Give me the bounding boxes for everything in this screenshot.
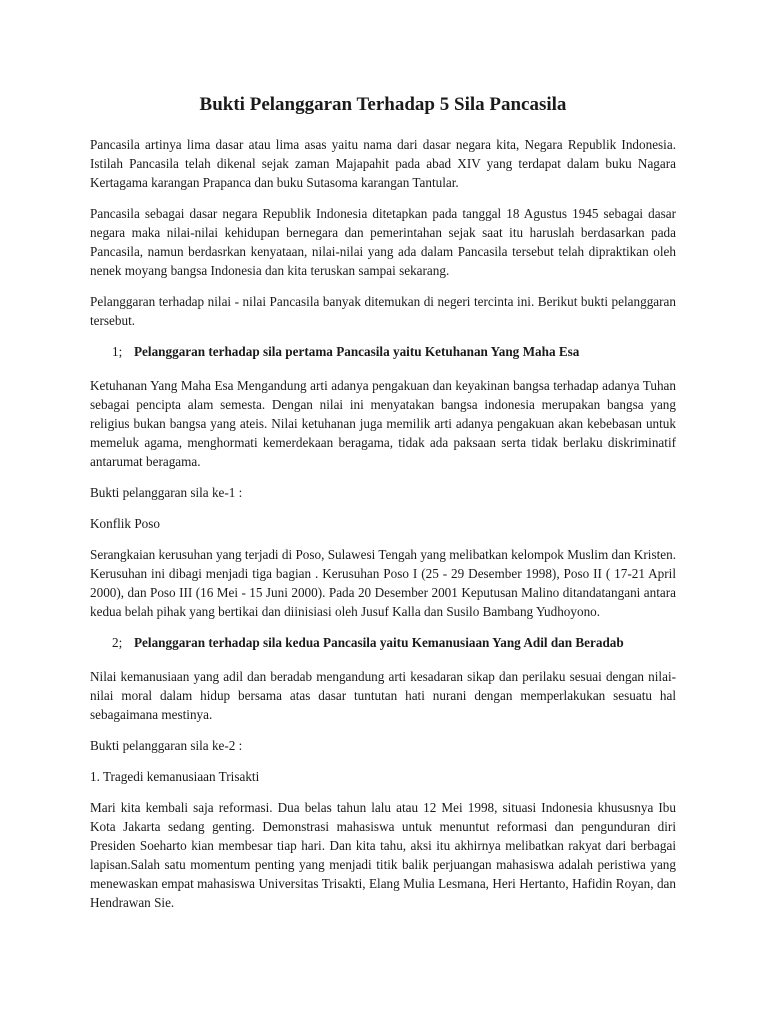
section-1-evidence-label: Bukti pelanggaran sila ke-1 : xyxy=(90,485,243,500)
section-1-case-text: Serangkaian kerusuhan yang terjadi di Poso, Sulawesi Tengah yang melibatkan kelompok Muslim dan Kristen. Kerusuhan ini dibagi menjadi tiga bagian . Kerusuhan Poso I (25 - 29 Desember 1998), Poso II ( 17-21 April 2000), dan Poso III (16 Mei - 15 Juni 2000). Pada 20 Desember 2001 Keputusan Malino ditandatangani antara kedua belah pihak yang bertikai dan diinisiasi oleh Jusuf Kalla dan Susilo Bambang Yudhoyono. xyxy=(90,547,676,619)
intro-paragraph-2: Pancasila sebagai dasar negara Republik Indonesia ditetapkan pada tanggal 18 Agustus 1945 sebagai dasar negara maka nilai-nilai kehidupan bernegara dan pemerintahan sejak saat itu haruslah berdasarkan pada Pancasila, namun berdasrkan kenyataan, nilai-nilai yang ada dalam Pancasila tersebut telah dipraktikan oleh nenek moyang bangsa Indonesia dan kita teruskan sampai sekarang. xyxy=(90,206,676,278)
document-title: Bukti Pelanggaran Terhadap 5 Sila Pancasila xyxy=(199,94,567,115)
intro-paragraph-1: Pancasila artinya lima dasar atau lima asas yaitu nama dari dasar negara kita, Negara Republik Indonesia. Istilah Pancasila telah dikenal sejak zaman Majapahit pada abad XIV yang terdapat dalam buku Nagara Kertagama karangan Prapanca dan buku Sutasoma karangan Tantular. xyxy=(90,137,676,190)
section-2-heading-text: Pelanggaran terhadap sila kedua Pancasila yaitu Kemanusiaan Yang Adil dan Beradab xyxy=(134,635,624,650)
section-1-body: Ketuhanan Yang Maha Esa Mengandung arti adanya pengakuan dan keyakinan bangsa terhadap adanya Tuhan sebagai pencipta alam semesta. Dengan nilai ini menyatakan bangsa indonesia merupakan bangsa yang religius bukan bangsa yang ateis. Nilai ketuhanan juga memilik arti adanya pengakuan akan kebebasan untuk memeluk agama, menghormati kemerdekaan beragama, tidak ada paksaan serta tidak berlaku diskriminatif antarumat beragama. xyxy=(90,378,676,469)
section-2-case-title: 1. Tragedi kemanusiaan Trisakti xyxy=(90,769,260,784)
section-2-body: Nilai kemanusiaan yang adil dan beradab mengandung arti kesadaran sikap dan perilaku sesuai dengan nilai-nilai moral dalam hidup bersama atas dasar tuntutan hati nurani dengan memperlakukan sesuatu hal sebagaimana mestinya. xyxy=(90,669,676,722)
section-1-heading-text: Pelanggaran terhadap sila pertama Pancasila yaitu Ketuhanan Yang Maha Esa xyxy=(134,344,580,359)
document-page xyxy=(90,93,676,924)
section-1-heading xyxy=(90,342,676,361)
section-2-evidence-label: Bukti pelanggaran sila ke-2 : xyxy=(90,738,243,753)
section-1-number: 1; xyxy=(112,344,123,359)
intro-paragraph-3: Pelanggaran terhadap nilai - nilai Pancasila banyak ditemukan di negeri tercinta ini. Berikut bukti pelanggaran tersebut. xyxy=(90,294,676,328)
section-2-heading xyxy=(90,633,676,652)
section-2-case-text: Mari kita kembali saja reformasi. Dua belas tahun lalu atau 12 Mei 1998, situasi Indonesia khususnya Ibu Kota Jakarta sedang genting. Demonstrasi mahasiswa untuk menuntut reformasi dan pengunduran diri Presiden Soeharto kian membesar tiap hari. Dan kita tahu, aksi itu akhirnya melibatkan rakyat dari berbagai lapisan.Salah satu momentum penting yang menjadi titik balik perjuangan mahasiswa adalah peristiwa yang menewaskan empat mahasiswa Universitas Trisakti, Elang Mulia Lesmana, Heri Hertanto, Hafidin Royan, dan Hendrawan Sie. xyxy=(90,800,676,910)
section-2-number: 2; xyxy=(112,635,123,650)
section-1-case-title: Konflik Poso xyxy=(90,516,160,531)
